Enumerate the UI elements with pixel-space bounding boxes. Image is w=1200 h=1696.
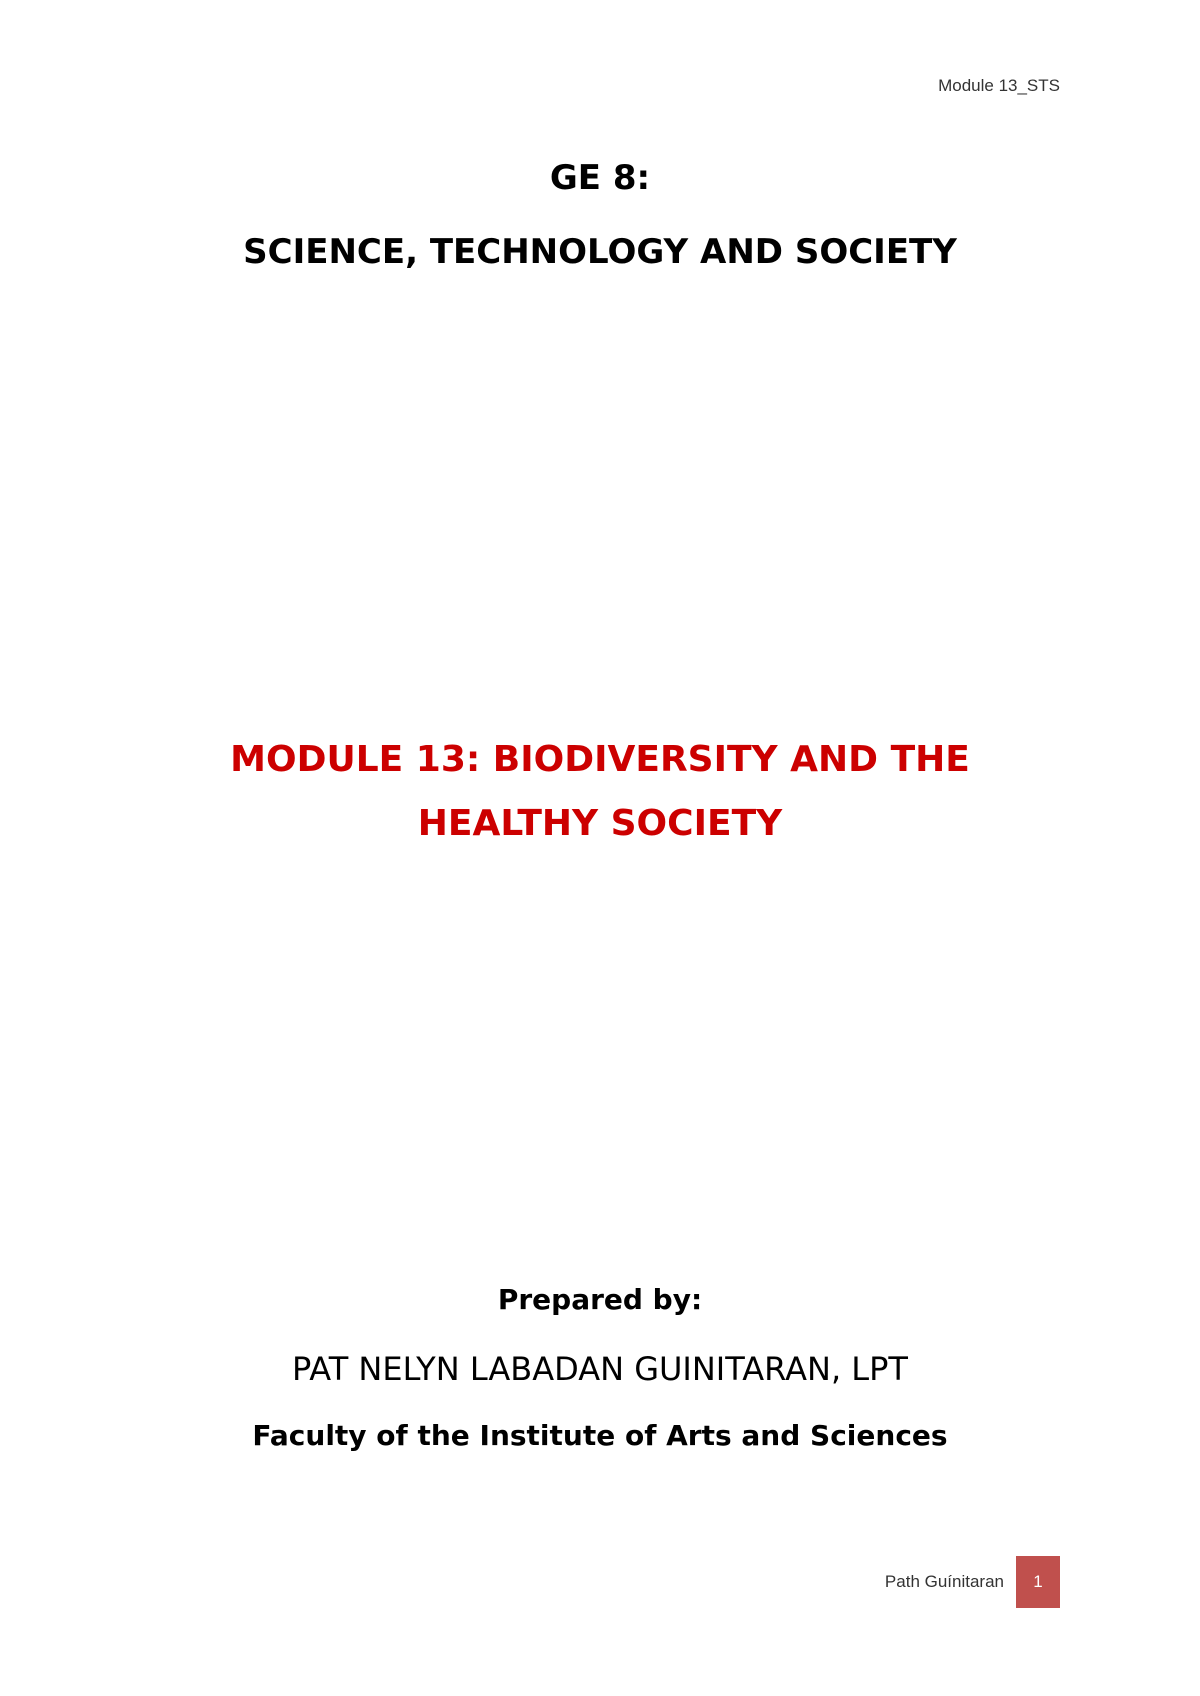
footer-author: Path Guínitaran: [884, 1572, 1004, 1591]
author-affiliation: Faculty of the Institute of Arts and Sciences: [252, 1419, 948, 1452]
module-title: MODULE 13: BIODIVERSITY AND THE HEALTHY SOCIETY: [230, 739, 970, 844]
course-title: SCIENCE, TECHNOLOGY AND SOCIETY: [243, 232, 957, 272]
prepared-by-label: Prepared by:: [497, 1283, 703, 1316]
page-footer: [885, 1556, 1060, 1608]
page-number-badge: 1: [1016, 1556, 1060, 1608]
course-code: GE 8:: [549, 158, 651, 198]
author-name: PAT NELYN LABADAN GUINITARAN, LPT: [292, 1350, 908, 1388]
running-header: Module 13_STS: [938, 76, 1060, 95]
